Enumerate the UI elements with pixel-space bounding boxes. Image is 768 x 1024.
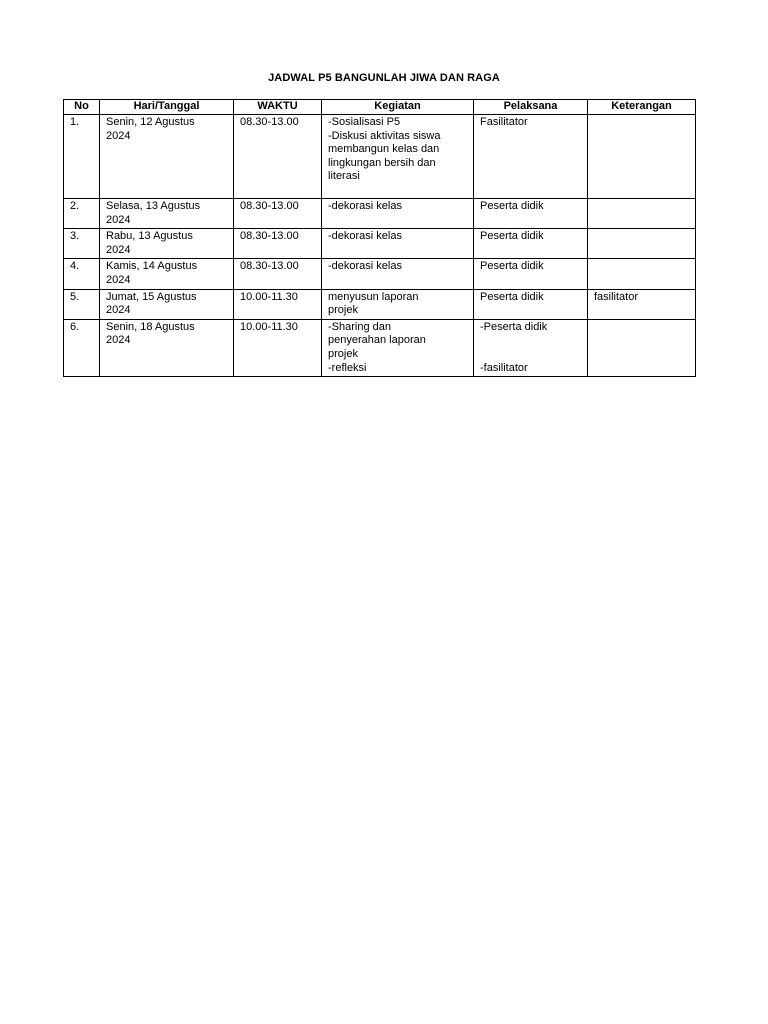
table-row: [64, 115, 696, 199]
cell-time: 08.30-13.00: [234, 259, 322, 289]
cell-day: Senin, 12 Agustus 2024: [100, 115, 234, 199]
header-no: No: [64, 100, 100, 115]
header-note: Keterangan: [588, 100, 696, 115]
cell-activity: -dekorasi kelas: [322, 199, 474, 229]
cell-note: [588, 115, 696, 199]
cell-day: Rabu, 13 Agustus 2024: [100, 229, 234, 259]
table-row: [64, 229, 696, 259]
cell-executor: Peserta didik: [474, 229, 588, 259]
cell-day: Jumat, 15 Agustus 2024: [100, 289, 234, 319]
cell-executor: Peserta didik: [474, 199, 588, 229]
cell-no: 5.: [64, 289, 100, 319]
schedule-table: [63, 99, 696, 377]
header-day: Hari/Tanggal: [100, 100, 234, 115]
cell-activity: -dekorasi kelas: [322, 229, 474, 259]
cell-time: 10.00-11.30: [234, 289, 322, 319]
header-activity: Kegiatan: [322, 100, 474, 115]
cell-time: 10.00-11.30: [234, 319, 322, 376]
table-row: [64, 319, 696, 376]
cell-day: Senin, 18 Agustus 2024: [100, 319, 234, 376]
table-row: [64, 259, 696, 289]
cell-time: 08.30-13.00: [234, 115, 322, 199]
cell-no: 3.: [64, 229, 100, 259]
cell-time: 08.30-13.00: [234, 199, 322, 229]
table-row: [64, 199, 696, 229]
cell-note: [588, 199, 696, 229]
cell-activity: -Sosialisasi P5 -Diskusi aktivitas siswa membangun kelas dan lingkungan bersih dan literasi: [322, 115, 474, 199]
cell-day: Selasa, 13 Agustus 2024: [100, 199, 234, 229]
cell-note: [588, 319, 696, 376]
cell-activity: -dekorasi kelas: [322, 259, 474, 289]
cell-note: [588, 259, 696, 289]
cell-no: 4.: [64, 259, 100, 289]
cell-executor: -Peserta didik -fasilitator: [474, 319, 588, 376]
cell-note: fasilitator: [588, 289, 696, 319]
cell-activity: menyusun laporan projek: [322, 289, 474, 319]
table-row: [64, 289, 696, 319]
cell-note: [588, 229, 696, 259]
cell-no: 1.: [64, 115, 100, 199]
cell-executor: Fasilitator: [474, 115, 588, 199]
cell-executor: Peserta didik: [474, 259, 588, 289]
cell-no: 2.: [64, 199, 100, 229]
header-time: WAKTU: [234, 100, 322, 115]
cell-activity: -Sharing dan penyerahan laporan projek -refleksi: [322, 319, 474, 376]
header-executor: Pelaksana: [474, 100, 588, 115]
cell-time: 08.30-13.00: [234, 229, 322, 259]
cell-no: 6.: [64, 319, 100, 376]
table-header-row: [64, 100, 696, 115]
cell-executor: Peserta didik: [474, 289, 588, 319]
cell-day: Kamis, 14 Agustus 2024: [100, 259, 234, 289]
document-title: JADWAL P5 BANGUNLAH JIWA DAN RAGA: [268, 72, 500, 84]
